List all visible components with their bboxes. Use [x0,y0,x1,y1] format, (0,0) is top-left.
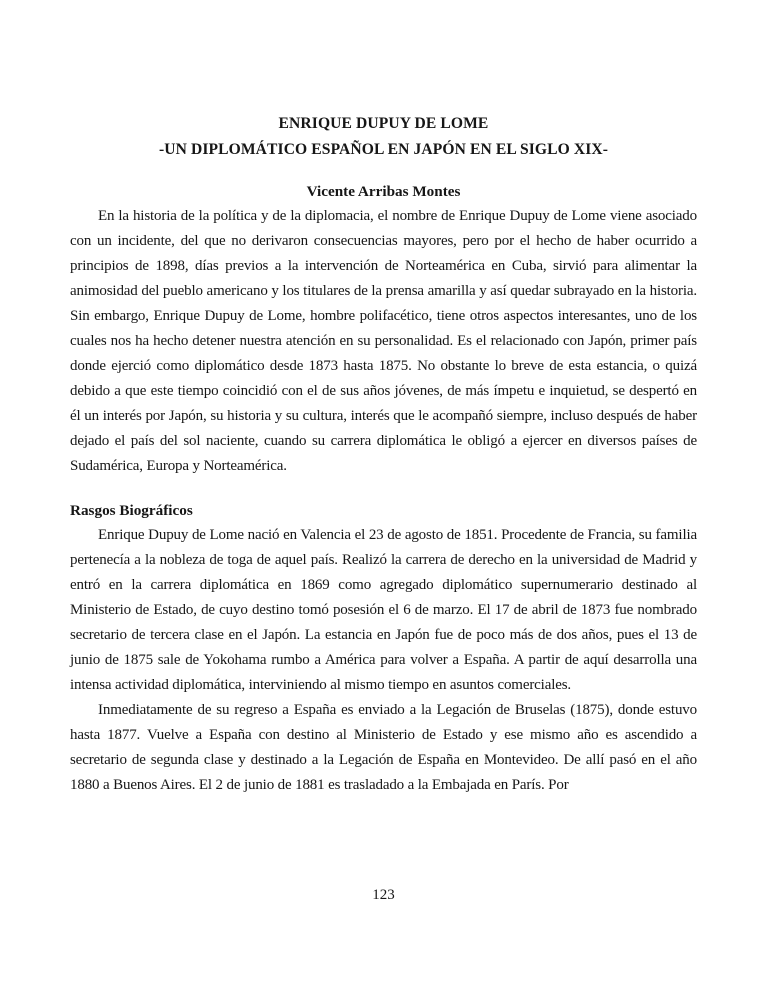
body-paragraph-1: Enrique Dupuy de Lome nació en Valencia el 23 de agosto de 1851. Procedente de Francia, su familia pertenecía a la nobleza de toga de aquel país. Realizó la carrera de derecho en la universidad de Madrid y entró en la carrera diplomática en 1869 como agregado diplomático supernumerario destinado al Ministerio de Estado, de cuyo destino tomó posesión el 6 de marzo. El 17 de abril de 1873 fue nombrado secretario de tercera clase en el Japón. La estancia en Japón fue de poco más de dos años, pues el 13 de junio de 1875 sale de Yokohama rumbo a América para volver a España. A partir de aquí desarrolla una intensa actividad diplomática, interviniendo al mismo tiempo en asuntos comerciales. [70,527,697,693]
intro-paragraph: En la historia de la política y de la diplomacia, el nombre de Enrique Dupuy de Lome viene asociado con un incidente, del que no derivaron consecuencias mayores, pero por el hecho de haber ocurrido a principios de 1898, días previos a la intervención de Norteamérica en Cuba, sirvió para alimentar la animosidad del pueblo americano y los titulares de la prensa amarilla y así quedar subrayado en la historia. Sin embargo, Enrique Dupuy de Lome, hombre polifacético, tiene otros aspectos interesantes, uno de los cuales nos ha hecho detener nuestra atención en su personalidad. Es el relacionado con Japón, primer país donde ejerció como diplomático desde 1873 hasta 1875. No obstante lo breve de esta estancia, o quizá debido a que este tiempo coincidió con el de sus años jóvenes, de más ímpetu e inquietud, se despertó en él un interés por Japón, su historia y su cultura, interés que le acompañó siempre, incluso después de haber dejado el país del sol naciente, cuando su carrera diplomática le obligó a ejercer en diversos países de Sudamérica, Europa y Norteamérica. [70,208,697,474]
page-title-line2: -UN DIPLOMÁTICO ESPAÑOL EN JAPÓN EN EL SIGLO XIX- [158,141,609,158]
page-number: 123 [372,887,395,903]
page-content [70,0,697,798]
author-name: Vicente Arribas Montes [306,183,461,200]
body-paragraph-2: Inmediatamente de su regreso a España es enviado a la Legación de Bruselas (1875), donde estuvo hasta 1877. Vuelve a España con destino al Ministerio de Estado y ese mismo año es ascendido a secretario de segunda clase y destinado a la Legación de España en Montevideo. De allí pasó en el año 1880 a Buenos Aires. El 2 de junio de 1881 es trasladado a la Embajada en París. Por [70,702,697,793]
page-title-line1: ENRIQUE DUPUY DE LOME [278,115,489,132]
document-body [70,204,697,798]
document-title [70,111,697,163]
section-heading: Rasgos Biográficos [70,502,193,519]
